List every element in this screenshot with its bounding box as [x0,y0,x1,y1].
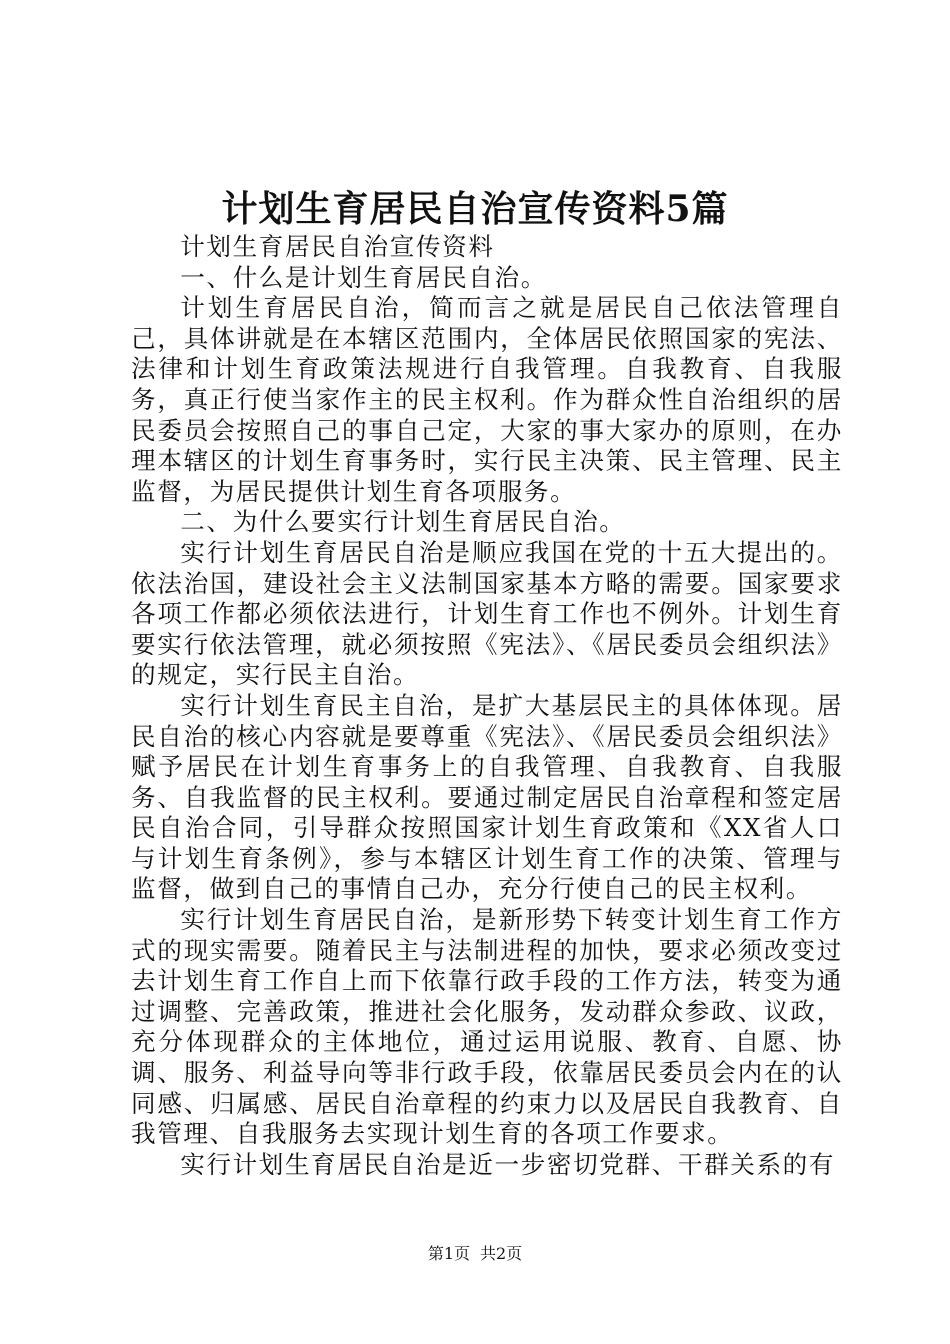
body-paragraph: 实行计划生育居民自治，是新形势下转变计划生育工作方式的现实需要。随着民主与法制进程的加快，要求必须改变过去计划生育工作自上而下依靠行政手段的工作方法，转变为通过调整、完善政策，推进社会化服务，发动群众参政、议政，充分体现群众的主体地位，通过运用说服、教育、自愿、协调、服务、利益导向等非行政手段，依靠居民委员会内在的认同感、归属感、居民自治章程的约束力以及居民自我教育、自我管理、自我服务去实现计划生育的各项工作要求。 [131,905,843,1149]
page-number: 第1页 [427,1244,470,1263]
document-body [131,232,843,1180]
page-total: 共2页 [480,1244,523,1263]
document-title: 计划生育居民自治宣传资料5篇 [221,188,729,230]
body-paragraph: 计划生育居民自治，简而言之就是居民自己依法管理自己，具体讲就是在本辖区范围内，全体居民依照国家的宪法、法律和计划生育政策法规进行自我管理。自我教育、自我服务，真正行使当家作主的民主权利。作为群众性自治组织的居民委员会按照自己的事自己定，大家的事大家办的原则，在办理本辖区的计划生育事务时，实行民主决策、民主管理、民主监督，为居民提供计划生育各项服务。 [131,293,843,506]
body-paragraph: 实行计划生育民主自治，是扩大基层民主的具体体现。居民自治的核心内容就是要尊重《宪法》、《居民委员会组织法》赋予居民在计划生育事务上的自我管理、自我教育、自我服务、自我监督的民主权利。要通过制定居民自治章程和签定居民自治合同，引导群众按照国家计划生育政策和《XX省人口与计划生育条例》，参与本辖区计划生育工作的决策、管理与监督，做到自己的事情自己办，充分行使自己的民主权利。 [131,690,843,904]
section-heading-2: 二、为什么要实行计划生育居民自治。 [180,507,626,537]
body-paragraph: 实行计划生育居民自治是顺应我国在党的十五大提出的。依法治国，建设社会主义法制国家基本方略的需要。国家要求各项工作都必须依法进行，计划生育工作也不例外。计划生育要实行依法管理，就必须按照《宪法》、《居民委员会组织法》的规定，实行民主自治。 [131,537,843,690]
body-paragraph: 实行计划生育居民自治是近一步密切党群、干群关系的有 [180,1149,836,1179]
section-heading-1: 一、什么是计划生育居民自治。 [180,262,547,292]
page-footer [0,1243,950,1265]
subtitle-paragraph: 计划生育居民自治宣传资料 [180,232,495,261]
